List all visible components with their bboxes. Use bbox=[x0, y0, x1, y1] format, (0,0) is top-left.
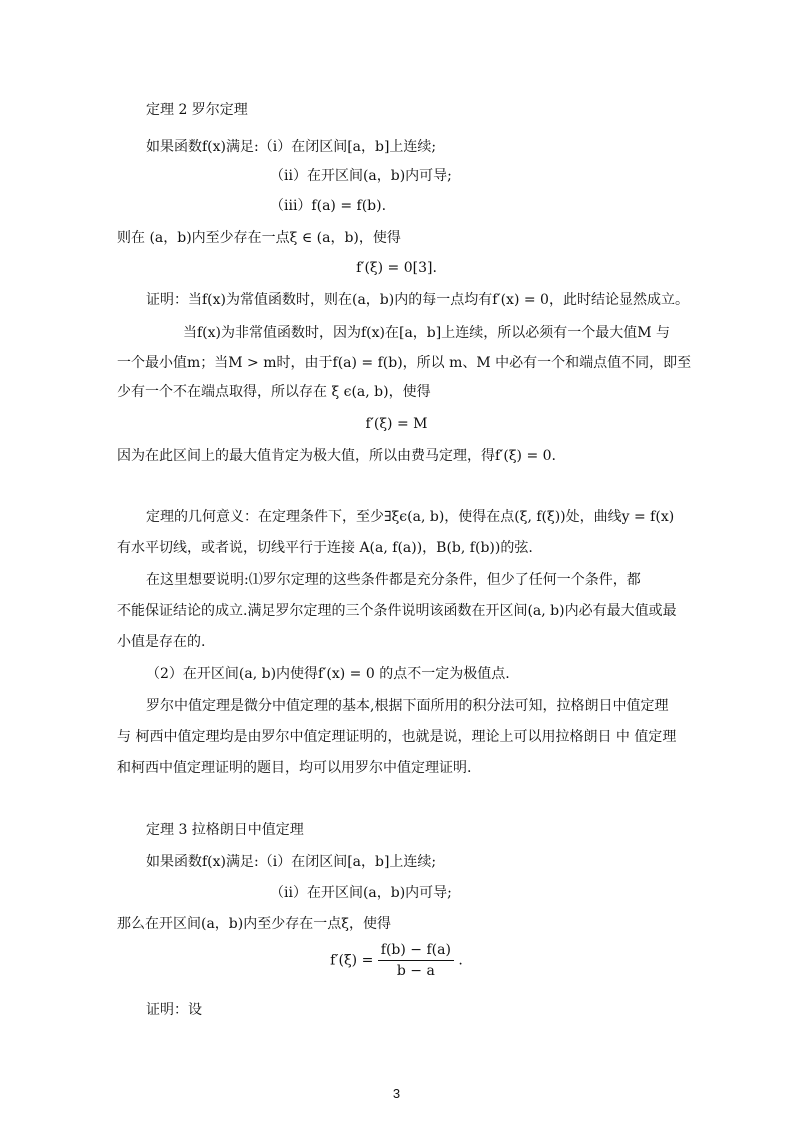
remark-line-3: 小值是存在的. bbox=[117, 634, 206, 650]
formula-fraction bbox=[378, 940, 454, 981]
theorem-3-title: 定理 3 拉格朗日中值定理 bbox=[146, 822, 304, 838]
rolle-intro-line-2: 与 柯西中值定理均是由罗尔中值定理证明的，也就是说，理论上可以用拉格朗日 中 值定理 bbox=[117, 729, 677, 745]
proof-line-4: 少有一个不在端点取得，所以存在 ξ ϵ(a, b)，使得 bbox=[117, 384, 431, 400]
theorem-2-conclusion: 则在 (a，b)内至少存在一点ξ ∈ (a，b)，使得 bbox=[117, 230, 401, 246]
proof-line-5: 因为在此区间上的最大值肯定为极大值，所以由费马定理，得f′(ξ) = 0. bbox=[117, 448, 556, 464]
theorem-2-formula: f′(ξ) = 0[3]. bbox=[356, 260, 437, 276]
proof-line-1: 证明：当f(x)为常值函数时，则在(a，b)内的每一点均有f′(x) = 0，此时结论显然成立。 bbox=[146, 292, 689, 308]
theorem-2-condition-3: （iii）f(a) = f(b). bbox=[270, 198, 387, 214]
theorem-3-conclusion: 那么在开区间(a，b)内至少存在一点ξ，使得 bbox=[117, 916, 391, 932]
remark-line-1: 在这里想要说明:⑴罗尔定理的这些条件都是充分条件，但少了任何一个条件，都 bbox=[146, 572, 641, 588]
remark-line-4: （2）在开区间(a, b)内使得f′(x) = 0 的点不一定为极值点. bbox=[146, 666, 510, 682]
formula-denominator: b − a bbox=[396, 963, 435, 979]
theorem-2-condition-1: 如果函数f(x)满足:（i）在闭区间[a，b]上连续; bbox=[146, 139, 437, 155]
theorem-2-title: 定理 2 罗尔定理 bbox=[146, 102, 248, 118]
rolle-intro-line-1: 罗尔中值定理是微分中值定理的基本,根据下面所用的积分法可知，拉格朗日中值定理 bbox=[146, 698, 669, 714]
theorem-3-condition-2: （ii）在开区间(a，b)内可导; bbox=[270, 885, 452, 901]
remark-line-2: 不能保证结论的成立.满足罗尔定理的三个条件说明该函数在开区间(a, b)内必有最大值或最 bbox=[117, 603, 677, 619]
theorem-2-condition-2: （ii）在开区间(a，b)内可导; bbox=[270, 168, 452, 184]
geometric-meaning-line-2: 有水平切线，或者说，切线平行于连接 A(a, f(a))，B(b, f(b))的弦. bbox=[117, 540, 533, 556]
proof-line-3: 一个最小值m；当M > m时，由于f(a) = f(b)，所以 m、M 中必有一个和端点值不同，即至 bbox=[117, 355, 692, 371]
proof-line-2: 当f(x)为非常值函数时，因为f(x)在[a，b]上连续，所以必须有一个最大值M 与 bbox=[183, 325, 671, 341]
formula-tail: . bbox=[458, 952, 463, 969]
formula-numerator: f(b) − f(a) bbox=[378, 940, 454, 961]
geometric-meaning-line-1: 定理的几何意义：在定理条件下，至少∃ξϵ(a, b)，使得在点(ξ, f(ξ))处，曲线y = f(x) bbox=[146, 509, 675, 525]
page-number: 3 bbox=[392, 1086, 401, 1101]
proof-formula: f′(ξ) = M bbox=[365, 416, 428, 432]
theorem-3-condition-1: 如果函数f(x)满足:（i）在闭区间[a，b]上连续; bbox=[146, 854, 437, 870]
lagrange-formula bbox=[0, 940, 793, 981]
formula-lhs: f′(ξ) = bbox=[330, 952, 374, 969]
proof-start: 证明：设 bbox=[146, 1002, 202, 1018]
rolle-intro-line-3: 和柯西中值定理证明的题目，均可以用罗尔中值定理证明. bbox=[117, 760, 472, 776]
